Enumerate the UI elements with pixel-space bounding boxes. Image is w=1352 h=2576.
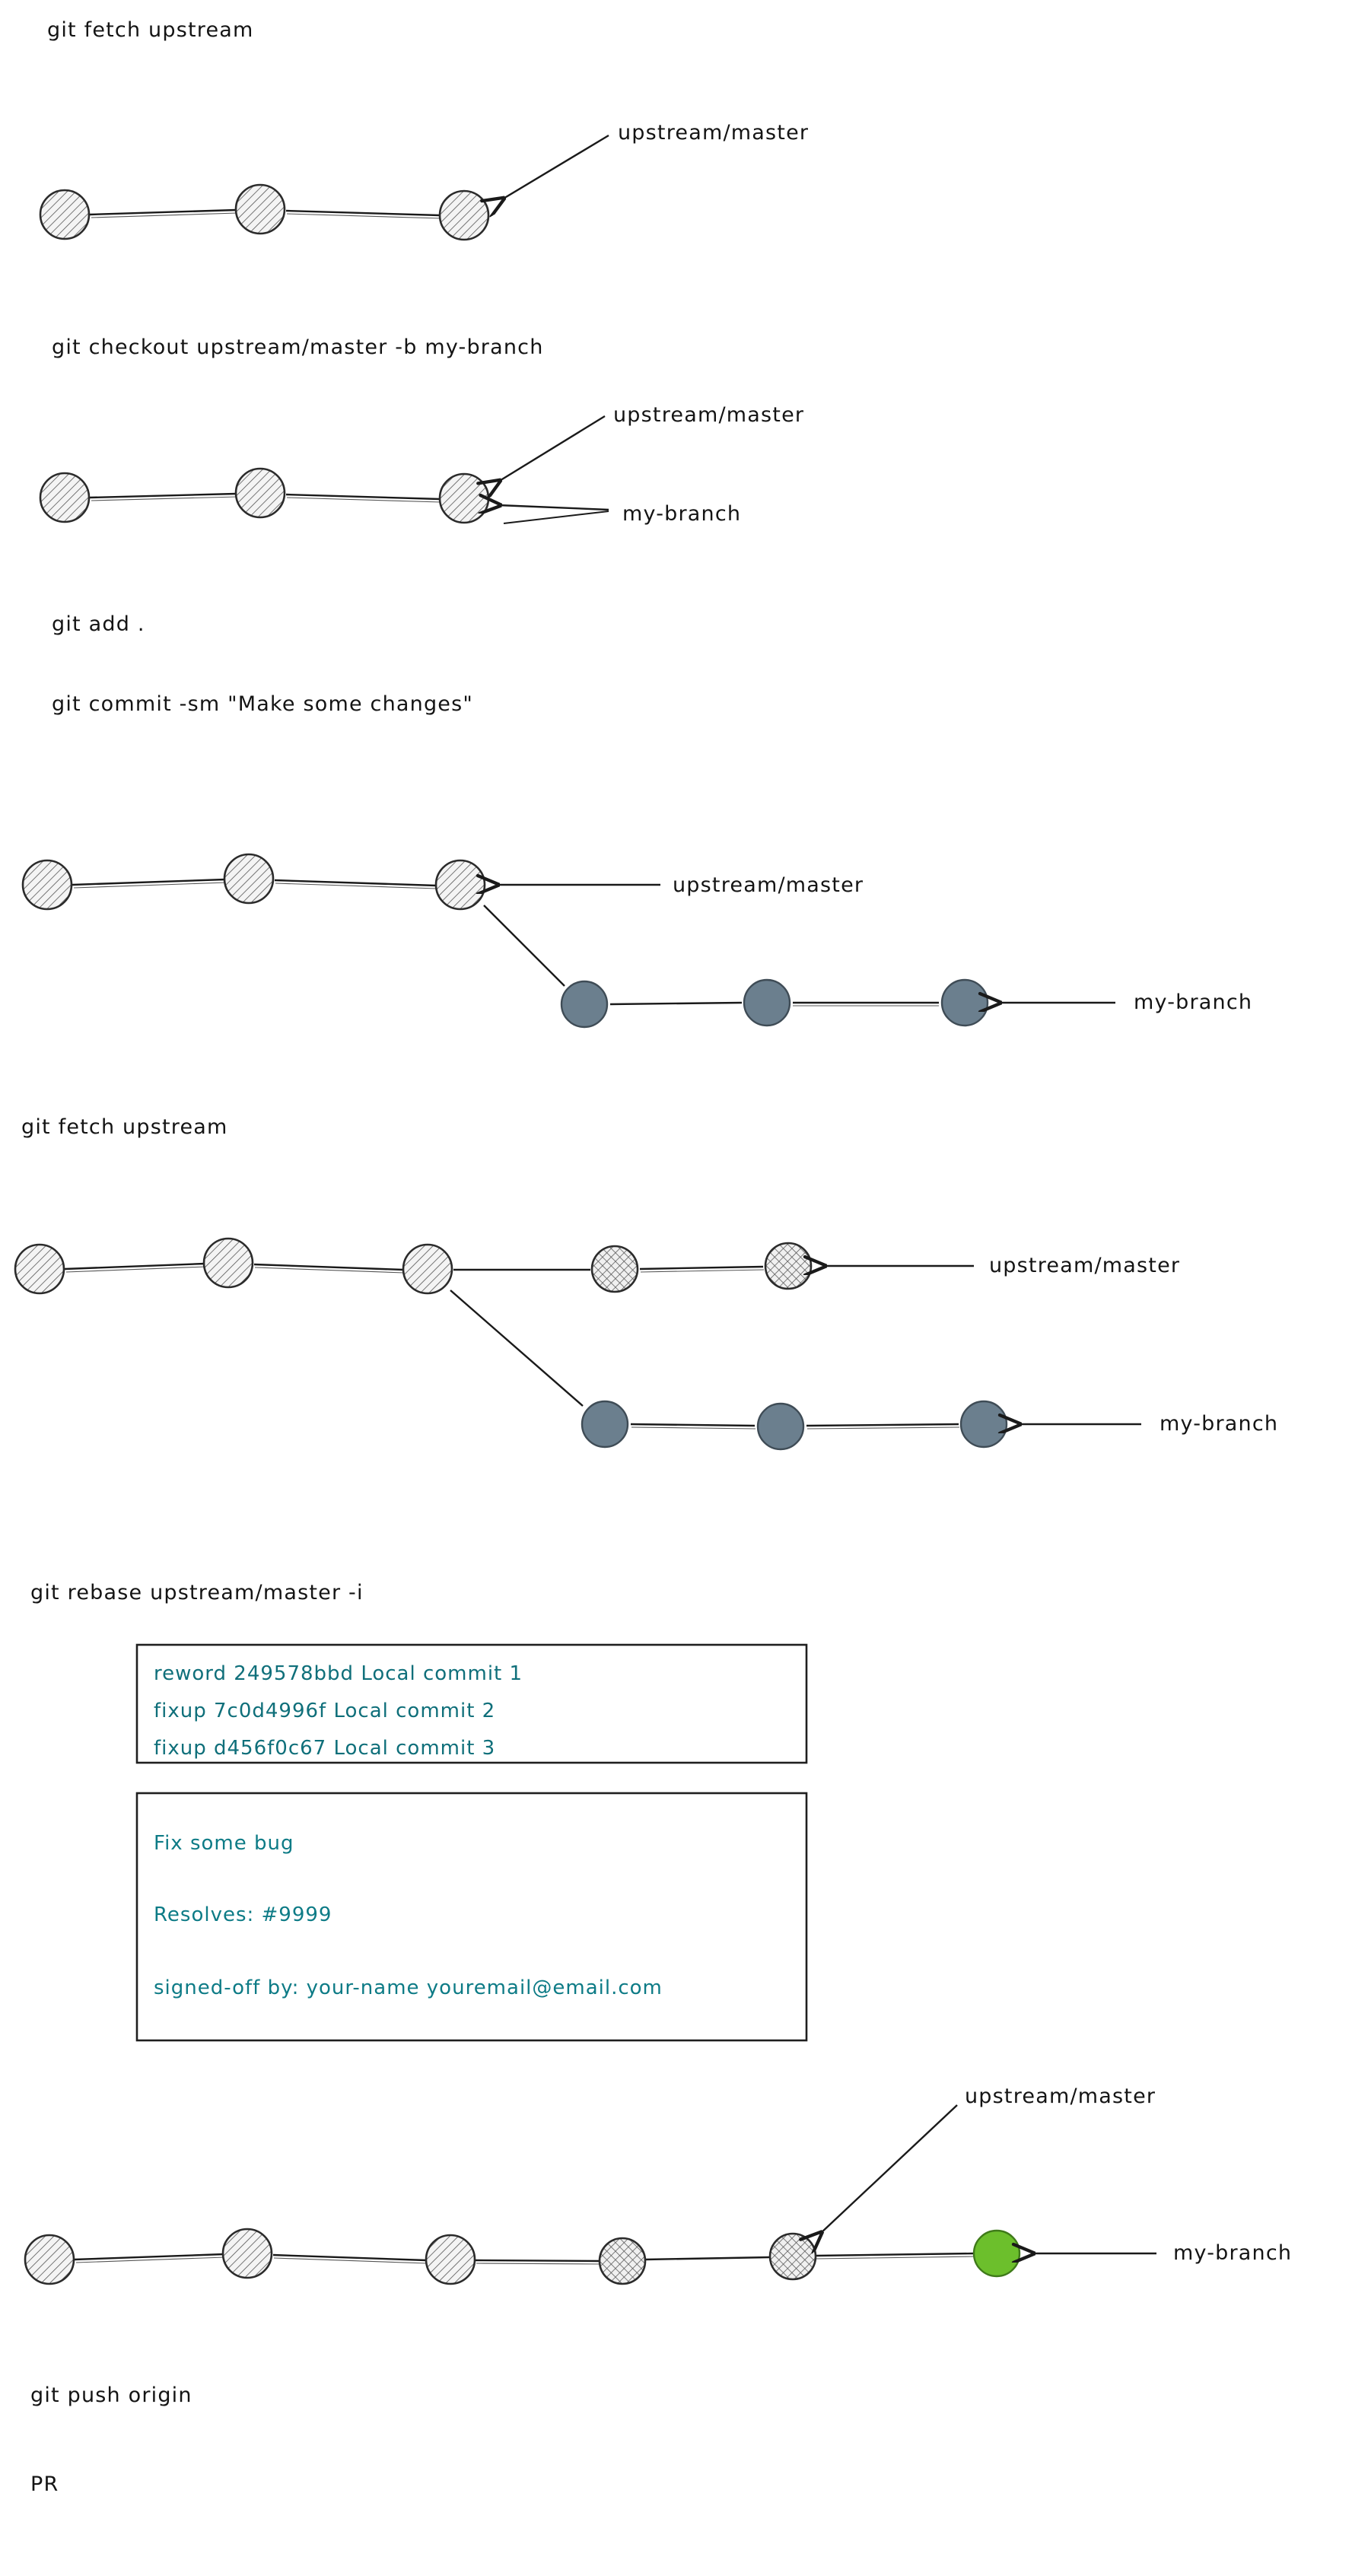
command-git-add: git add .	[52, 612, 145, 636]
graph-5-upstream-arrow	[820, 2105, 957, 2234]
graph-4-branch-fork-line	[450, 1290, 583, 1406]
graph-2-commit-3	[440, 474, 488, 523]
command-git-fetch-upstream-2: git fetch upstream	[21, 1115, 228, 1139]
graph-1-commit-2	[236, 185, 285, 234]
commit-message-signoff: signed-off by: your-name youremail@email.com	[154, 1977, 663, 1999]
graph-2-mybranch-arrow	[498, 505, 609, 510]
command-git-commit: git commit -sm "Make some changes"	[52, 692, 473, 716]
rebase-todo-line-3: fixup d456f0c67 Local commit 3	[154, 1737, 496, 1760]
graph-4-local-commit-3	[961, 1401, 1007, 1447]
rebase-todo-line-2: fixup 7c0d4996f Local commit 2	[154, 1700, 496, 1722]
graph-3-branch-fork-line	[484, 905, 565, 986]
command-git-rebase: git rebase upstream/master -i	[30, 1581, 364, 1604]
graph-2-mybranch-arrow-2	[504, 511, 609, 523]
graph-2-commit-1	[40, 473, 89, 522]
graph-4-commit-2	[204, 1239, 253, 1287]
commit-message-subject: Fix some bug	[154, 1832, 294, 1855]
graph-1-commit-3	[440, 191, 488, 240]
graph-2-commit-2	[236, 469, 285, 517]
graph-3-commit-3	[436, 860, 485, 909]
graph-4-commit-1	[15, 1245, 64, 1293]
graph-3-local-commit-3	[942, 980, 988, 1026]
graph-1-commit-1	[40, 190, 89, 239]
rebase-todo-line-1: reword 249578bbd Local commit 1	[154, 1662, 523, 1685]
command-git-checkout: git checkout upstream/master -b my-branch	[52, 336, 544, 359]
ref-label-upstream-master-3: upstream/master	[673, 873, 864, 897]
graph-5-commit-5	[770, 2234, 816, 2279]
command-git-fetch-upstream-1: git fetch upstream	[47, 18, 254, 42]
ref-label-my-branch-5: my-branch	[1173, 2241, 1293, 2265]
ref-label-upstream-master-1: upstream/master	[618, 121, 810, 145]
graph-4-local-commit-2	[758, 1404, 803, 1449]
graph-3-commit-2	[224, 854, 273, 903]
graph-3-commit-1	[23, 860, 72, 909]
ref-label-upstream-master-5: upstream/master	[965, 2085, 1156, 2108]
graph-1-upstream-arrow	[502, 135, 609, 199]
commit-message-resolves: Resolves: #9999	[154, 1903, 332, 1926]
ref-label-my-branch-4: my-branch	[1160, 1412, 1279, 1436]
ref-label-upstream-master-4: upstream/master	[989, 1254, 1181, 1277]
graph-4-local-commit-1	[582, 1401, 628, 1447]
graph-3-local-commit-2	[744, 980, 790, 1026]
graph-2-upstream-arrow	[498, 416, 605, 482]
ref-label-my-branch-2: my-branch	[622, 502, 742, 526]
graph-5-line	[75, 2253, 975, 2264]
graph-4-commit-3	[403, 1245, 452, 1293]
command-git-push-origin: git push origin	[30, 2384, 192, 2407]
ref-label-my-branch-3: my-branch	[1134, 991, 1253, 1014]
graph-3-local-commit-1	[561, 981, 607, 1027]
graph-5-commit-4	[600, 2238, 645, 2284]
graph-4-commit-4	[592, 1246, 638, 1292]
ref-label-upstream-master-2: upstream/master	[613, 403, 805, 427]
graph-5-squashed-commit	[974, 2231, 1020, 2276]
graph-5-commit-1	[25, 2235, 74, 2284]
graph-5-commit-3	[426, 2235, 475, 2284]
graph-5-commit-2	[223, 2229, 272, 2278]
graph-4-commit-5	[765, 1243, 811, 1289]
label-pr: PR	[30, 2473, 59, 2496]
